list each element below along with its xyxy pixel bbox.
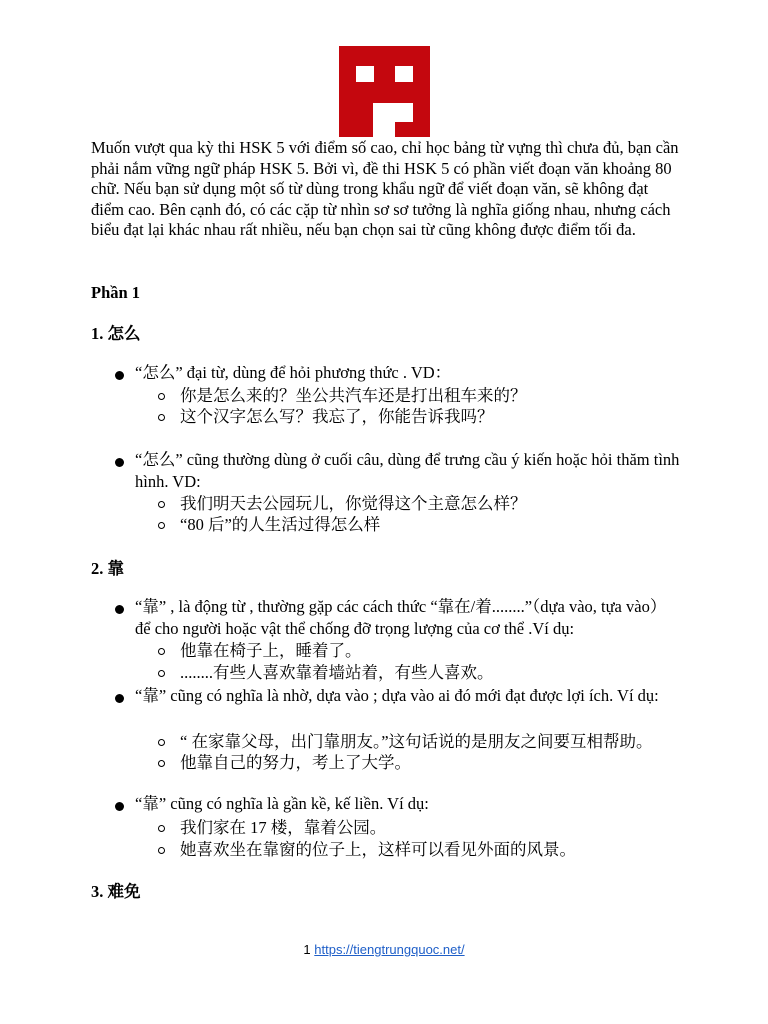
- sub-bullet-text: “80 后”的人生活过得怎么样: [180, 515, 381, 534]
- section-heading: 2. 靠: [91, 559, 124, 578]
- sub-bullet-text: 你是怎么来的？坐公共汽车还是打出租车来的？: [180, 386, 527, 405]
- sub-bullet-icon: [158, 760, 165, 767]
- sub-bullet-icon: [158, 670, 165, 677]
- sub-bullet-text: 我们家在 17 楼，靠着公园。: [180, 818, 387, 837]
- logo-icon: [339, 46, 430, 137]
- bullet-icon: [115, 458, 124, 467]
- sub-bullet-text: 他靠在椅子上，睡着了。: [180, 641, 362, 660]
- sub-bullet-icon: [158, 522, 165, 529]
- bullet-text: “怎么” đại từ, dùng để hỏi phương thức . VD：: [135, 363, 452, 382]
- footer-link[interactable]: https://tiengtrungquoc.net/: [314, 942, 465, 957]
- bullet-text: “靠” , là động từ , thường gặp các cách thức “靠在/着........”（dựa vào, tựa vào） để cho người hoặc vật thể chống đỡ trọng lượng của cơ thể .Ví dụ:: [135, 597, 667, 638]
- part-title: Phần 1: [91, 283, 141, 302]
- footnote-number: 1: [303, 942, 311, 957]
- intro-paragraph: Muốn vượt qua kỳ thi HSK 5 với điểm số cao, chỉ học bảng từ vựng thì chưa đủ, bạn cần phải nắm vững ngữ pháp HSK 5. Bởi vì, đề thi HSK 5 có phần viết đoạn văn khoảng 80 chữ. Nếu bạn sử dụng một số từ dùng trong khẩu ngữ để viết đoạn văn, sẽ không đạt điểm cao. Bên cạnh đó, có các cặp từ nhìn sơ sơ tưởng là nghĩa giống nhau, nhưng cách biểu đạt lại khác nhau rất nhiều, nếu bạn chọn sai từ cũng không được điểm tối đa.: [91, 138, 679, 240]
- section-heading: 1. 怎么: [91, 324, 141, 343]
- sub-bullet-text: “ 在家靠父母，出门靠朋友。”这句话说的是朋友之间要互相帮助。: [180, 732, 653, 751]
- bullet-icon: [115, 802, 124, 811]
- section-heading: 3. 难免: [91, 882, 141, 901]
- sub-bullet-icon: [158, 739, 165, 746]
- bullet-text: “靠” cũng có nghĩa là nhờ, dựa vào ; dựa vào ai đó mới đạt được lợi ích. Ví dụ:: [135, 686, 659, 705]
- bullet-icon: [115, 605, 124, 614]
- sub-bullet-text: 她喜欢坐在靠窗的位子上，这样可以看见外面的风景。: [180, 840, 576, 859]
- sub-bullet-icon: [158, 393, 165, 400]
- sub-bullet-text: ........有些人喜欢靠着墙站着，有些人喜欢。: [180, 663, 494, 682]
- bullet-text: “靠” cũng có nghĩa là gần kề, kế liền. Ví dụ:: [135, 794, 429, 813]
- sub-bullet-icon: [158, 847, 165, 854]
- bullet-text: “怎么” cũng thường dùng ở cuối câu, dùng để trưng cầu ý kiến hoặc hỏi thăm tình hình. VD:: [135, 450, 680, 491]
- sub-bullet-text: 我们明天去公园玩儿，你觉得这个主意怎么样？: [180, 494, 527, 513]
- bullet-icon: [115, 371, 124, 380]
- sub-bullet-icon: [158, 501, 165, 508]
- sub-bullet-icon: [158, 414, 165, 421]
- sub-bullet-icon: [158, 648, 165, 655]
- sub-bullet-icon: [158, 825, 165, 832]
- bullet-icon: [115, 694, 124, 703]
- sub-bullet-text: 这个汉字怎么写？我忘了，你能告诉我吗？: [180, 407, 494, 426]
- page-footer: [0, 942, 768, 957]
- sub-bullet-text: 他靠自己的努力，考上了大学。: [180, 753, 411, 772]
